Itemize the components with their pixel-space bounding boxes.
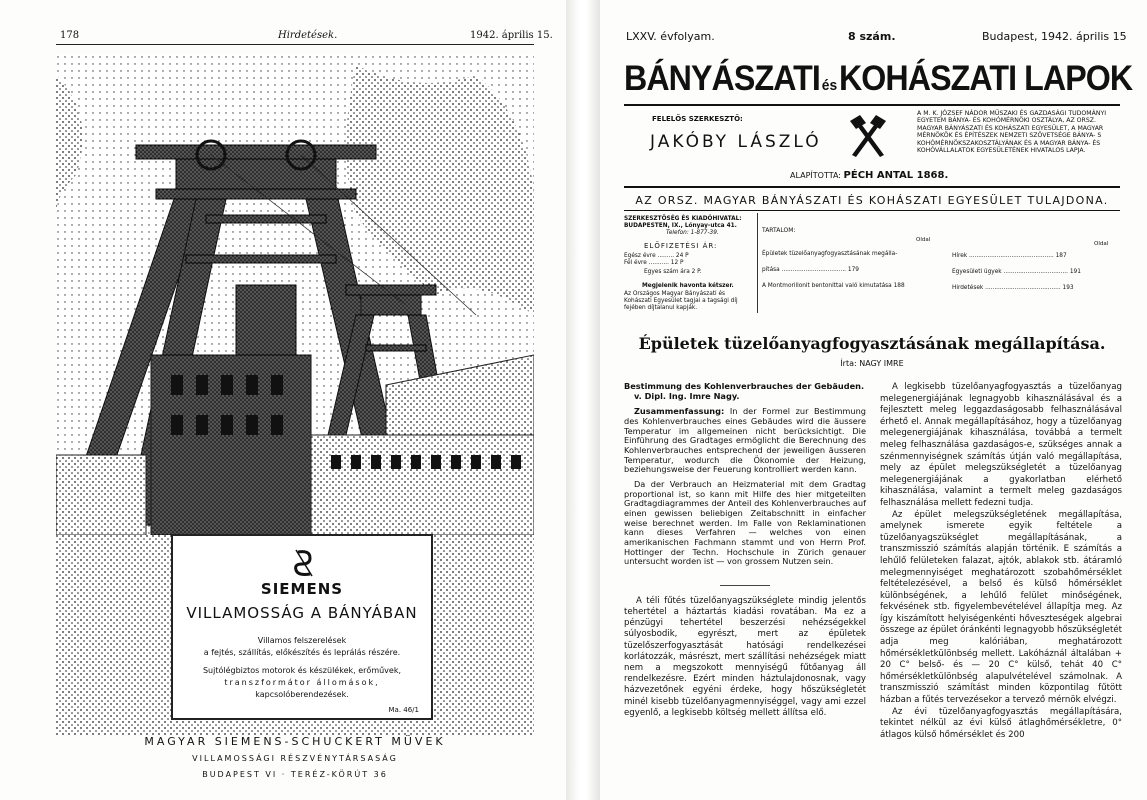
left-page-section: Hirdetések.	[278, 30, 338, 41]
ad-company-sub: VILLAMOSSÁGI RÉSZVÉNYTÁRSASÁG	[192, 754, 398, 763]
price-year: Egész évre ......... 24 P	[624, 253, 689, 259]
ad-brand-name: SIEMENS	[260, 580, 344, 598]
office-address: BUDAPESTEN, IX., Lónyay-utca 41.	[624, 223, 737, 229]
owner-rule-top	[624, 186, 1120, 188]
summary-label: Zusammenfassung:	[634, 406, 725, 417]
editor-name: JAKÓBY LÁSZLÓ	[650, 132, 822, 152]
german-author: v. Dipl. Ing. Imre Nagy.	[634, 390, 740, 401]
price-half: Fél évre ........... 12 P	[624, 260, 684, 266]
toc-item[interactable]: Hirdetések ......................................... 193	[952, 285, 1074, 291]
office-info-box	[624, 213, 758, 313]
toc-title: TARTALOM:	[762, 227, 796, 234]
left-header-rule	[56, 44, 534, 45]
toc-item[interactable]: pítása ................................... 179	[762, 267, 859, 273]
german-heading: Bestimmung des Kohlenverbrauches der Gebäuden.	[624, 381, 865, 391]
ad-text-line: a fejtés, szállítás, előkészítés és leprálás részére.	[203, 648, 401, 657]
article-paragraph: Az évi tüzelőanyagfogyasztás megállapítására, tekintet nélkül az évi külső átlaghőmérsékletre, 0° átlagos külső hőmérséklet és 200	[880, 706, 1122, 740]
toc-item[interactable]: Épületek tüzelőanyagfogyasztásának megálla-	[762, 251, 898, 257]
ad-code: Ma. 46/1	[388, 706, 419, 714]
german-paragraph: Da der Verbrauch an Heizmaterial mit dem Gradtag proportional ist, so kann mit Hilfe des hier mitgeteilten Gradtagdiagrammes der Anteil des Kohlenverbrauches auf einen gewissen beliebigen Zeitabschnitt in einfacher weise berechnet werden. Im Falle von Reklaminationen kann dieses Verfahren — welches von einen amerikanischen Fachmann stammt und von Herrn Prof. Hottinger der Techn. Hochschule in Zürich genauer untersucht worden ist — von grossem Nutzen sein.	[624, 478, 866, 567]
toc-item[interactable]: A Montmorillonit bentonittal való kimutatása 188	[762, 283, 905, 289]
toc-item[interactable]: Egyesületi ügyek ................................... 191	[952, 269, 1081, 275]
toc-page-label: Oldal	[916, 237, 931, 243]
ad-text-line: Villamos felszerelések	[257, 636, 347, 645]
owner-rule-bottom	[624, 210, 1120, 211]
article-paragraph: Az épület melegszükségletének megállapítása, amelynek ismerete egyik feltétele a tüzelőanyagszükséglet megállapításának, a transzmisszió számítás alapján történik. E számítás a lehűlő felületeken falazat, ajtók, ablakok stb. átáramló melegmennyiséget meghatározott szobahőmérséklet feltételezésével, a belső és külső hőmérséklet különbségének, a lehűlő felület minőségének, fekvésének stb. figyelembevételével állapítja meg. Az így kiszámított helyiségenkénti hőveszteségek algebrai összege az épület óránkénti legnagyobb hőszükségletét adja meg kalóriában, meghatározott hőmérsékletkülönbség mellett. Lakóháznál általában + 20 C° belső- és — 20 C° külső, tehát 40 C° hőmérsékletkülönbség alapulvételével számolnak. A transzmisszió számítást minden központilag fűtött házban a fűtés tervezésekor a tervező mérnök elvégzi.	[880, 509, 1122, 706]
summary-text: In der Formel zur Bestimmung des Kohlenverbrauches eines Gebäudes wird die äussere Temperatur im allgemeinen nicht berücksichtigt. Die Einführung des Gradtages ermöglicht die Berechnung des Kohlenverbrauches entsprechend der jeweiligen äusseren Temperatur, wodurch die Ökonomie der Heizung, beziehungsweise der Feuerung kontrolliert werden kann.	[624, 406, 866, 475]
article-title: Épületek tüzelőanyagfogyasztásának megállapítása.	[638, 334, 1106, 353]
place-date-label: Budapest, 1942. április 15	[982, 30, 1127, 43]
ad-text-line: Sujtólégbiztos motorok és készülékek, erőművek,	[202, 666, 402, 675]
ad-text-line: transzformátor állomások,	[224, 678, 380, 687]
toc-item[interactable]: Hírek .............................................. 187	[952, 253, 1067, 259]
crossed-hammers-icon	[844, 113, 892, 159]
ad-company-name: MAGYAR SIEMENS-SCHUCKERT MÜVEK	[144, 735, 446, 748]
ad-address: BUDAPEST VI · TERÉZ-KÖRÚT 36	[202, 770, 388, 779]
siemens-logo-icon	[290, 548, 318, 578]
ad-text-line: kapcsolóberendezések.	[255, 690, 349, 699]
article-column-left	[624, 382, 866, 719]
masthead-part1: BÁNYÁSZATI	[624, 59, 820, 98]
founded-label: ALAPÍTOTTA:	[790, 171, 841, 180]
article-paragraph: A téli fűtés tüzelőanyagszükséglete mindig jelentős tehertétel a háztartás kiadási rovatában. Ma ez a pénzügyi tehertétel beszerzési nehézségekkel súlyosbodik, egyrészt, mert az épületek tüzelőszerfogyasztását hatósági rendelkezései korlátozzák, másrészt, mert szállítási nehézségek miatt nem a megszokott mennyiségű fűtőanyag áll rendelkezésre. Ezért minden háztulajdonosnak, vagy házvezetőnek egyéni érdeke, hogy hőszükségletét minél kisebb tüzelőanyagmennyiséggel, vagy ami ezzel egyenlő, a legkisebb költség mellett állítsa elő.	[624, 595, 866, 718]
siemens-ad-box	[171, 534, 433, 720]
frequency-note: Megjelenik havonta kétszer.	[642, 283, 734, 289]
article-paragraph: A legkisebb tüzelőanyagfogyasztás a tüzelőanyag melegenergiájának legnagyobb kihasználásával és a fejlesztett meleg leggazdaságosabb felhasználásával érhető el. Annak megállapításához, hogy a tüzelőanyag melegenergiájának kihasználása, továbbá a termelt meleg felhasználása gazdaságos-e, szükséges annak a szénmennyiségnek számítás útján való megállapítása, mely az épület melegszükségletét a tüzelőanyag melegenergiájának a gyakorlatban elérhető kihasználása, valamint a termelt meleg gazdaságos felhasználása mellett fedezni tudja.	[880, 382, 1122, 508]
page-gutter	[566, 0, 600, 800]
masthead-title	[624, 58, 1133, 100]
founded-line	[790, 170, 948, 181]
founded-name: PÉCH ANTAL 1868.	[843, 170, 949, 181]
section-separator	[720, 585, 770, 586]
office-phone: Telefon: 1-877-39.	[666, 230, 719, 236]
ad-tagline: VILLAMOSSÁG A BÁNYÁBAN	[186, 604, 418, 622]
office-line: SZERKESZTŐSÉG ÉS KIADÓHIVATAL:	[624, 216, 742, 222]
masthead-connector: és	[821, 77, 838, 94]
masthead-part2: KOHÁSZATI LAPOK	[838, 59, 1133, 98]
masthead-rule	[624, 104, 1120, 106]
toc-page-label: Oldal	[1094, 241, 1109, 247]
publisher-info: A M. K. JÓZSEF NÁDOR MŰSZAKI ÉS GAZDASÁGI TUDOMÁNYI EGYETEM BÁNYA- ÉS KOHÓMÉRNÖKI OSZTÁLYA, AZ ORSZ. MAGYAR BÁNYÁSZATI ÉS KOHÁSZATI EGYESÜLET, A MAGYAR MÉRNÖKÖK ÉS ÉPÍTÉSZEK NEMZETI SZÖVETSÉGE BÁNYA- S KOHÓMÉRNÖKSZAKOSZTÁLYÁNAK ÉS A MAGYAR BÁNYA- ÉS KOHÓVÁLLALATOK EGYESÜLETÉNEK HIVATALOS LAPJA.	[917, 110, 1107, 155]
editor-label: FELELŐS SZERKESZTŐ:	[652, 115, 743, 123]
owner-line: AZ ORSZ. MAGYAR BÁNYÁSZATI ÉS KOHÁSZATI EGYESÜLET TULAJDONA.	[635, 194, 1109, 207]
left-page	[0, 0, 566, 800]
german-summary	[624, 407, 866, 475]
table-of-contents	[762, 213, 1120, 313]
issue-label: 8 szám.	[848, 30, 896, 43]
member-note: Az Országos Magyar Bányászati és Kohászati Egyesület tagjai a tagsági díj fejében díjtalanul kapják.	[624, 291, 738, 311]
left-page-date: 1942. április 15.	[470, 30, 553, 41]
price-single: Egyes szám ára 2 P.	[644, 269, 702, 275]
right-page	[600, 0, 1147, 800]
left-page-number: 178	[60, 30, 80, 41]
volume-label: LXXV. évfolyam.	[626, 30, 715, 43]
subscription-title: ELŐFIZETÉSI ÁR:	[644, 242, 718, 250]
article-byline: Írta: NAGY IMRE	[840, 359, 904, 368]
article-column-right	[880, 382, 1122, 741]
